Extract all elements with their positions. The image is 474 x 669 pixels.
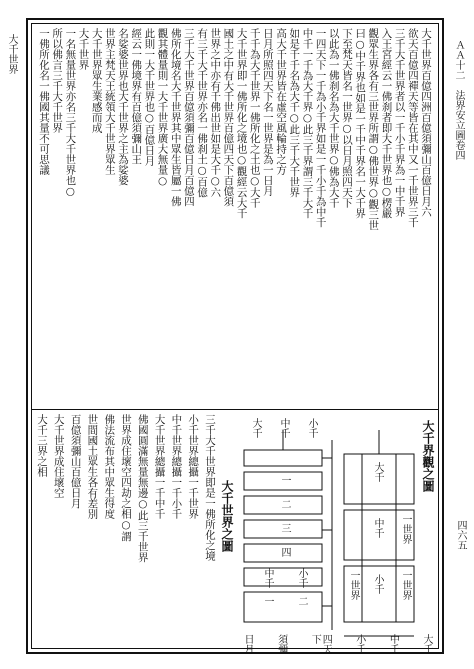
diagram-node: 大千 [372,462,383,482]
diagram-bottom-label: 日月 [242,634,253,654]
text-column: 千千為大千世界一佛所化之土也○大千 [248,28,261,208]
text-column: 國土之中有大千世界百億四天下百億須 [222,28,235,207]
text-column: 觀其體量則一大千世界廣大無量○ [156,28,169,187]
text-column: 名娑婆世界也大千世界之主為娑婆 [117,28,130,186]
diagram-node: 一世界 [400,514,411,544]
text-column: 佛國圓滿無量無邊○此三千世界 [136,414,149,563]
text-column: 佛所化境名大千世界其中眾生皆屬一佛 [169,28,182,207]
left-margin-note: 大千世界 [6,34,17,74]
diagram-node: 中千 [262,568,273,588]
page-frame-inner [31,23,439,654]
text-column: 經云一佛境界有百億須彌山王 [130,28,143,165]
diagram-left-title: 大千世界之圖 [220,480,234,552]
text-column: 三千大千世界百億須彌百億日月百億四 [182,28,195,207]
text-column: 中千一千為大千界○此三千界謂三千大千 [301,28,314,219]
page-frame [26,18,444,654]
text-column: 一四天下一千為小千界如是一千小千為中千 [314,28,327,228]
top-text-block [32,24,438,409]
diagram-right-title: 大千界觀之圖 [421,420,435,492]
diagram-bottom-label: 小千 [353,634,365,654]
diagram-bottom-row [242,634,432,658]
text-column: 大千三界之相 [36,414,48,477]
text-column: 欲天百億四禪天等皆在其中又一千世界三千 [406,28,419,228]
text-column: 世界成住壞空四劫之相○謂 [119,414,132,542]
bottom-block [32,410,438,654]
diagram-node: 一 [262,596,273,606]
page-header: ＡＡ十二 法界安立圖卷四 [453,40,464,160]
text-column: 一名無量世界亦名三千大千世界也○ [64,28,77,198]
text-column: 觀眾生界各有三世界所謂○佛世界○觀三世 [367,28,380,231]
text-column: 以此為一佛刹名為大千世界○佛為大千 [327,28,340,208]
text-column: 中千世界總攝一千小千 [170,414,183,519]
text-column: 日月所照四天下名一世界是為一日月 [261,28,274,196]
text-column: 所以佛言三千大千世界 [51,28,64,133]
diagram-box [244,450,322,466]
diagram-node: 三 [279,523,290,533]
text-column: 入王宮經云一佛刹者即大千世界也○楞嚴 [380,28,393,219]
diagram-node: 一世界 [400,570,411,600]
diagram-node: 中千 [372,518,383,538]
text-column: 百億須彌山百億日月 [69,414,82,509]
diagram-node: 四 [279,547,290,557]
text-column: 如是千千名為大千○此三千大千世界 [288,28,301,198]
diagram-node: 大千 [250,418,261,438]
text-column: 有三千大千世界亦名一佛刹土○百億 [196,28,209,198]
diagram-node: 二 [279,499,290,509]
diagram-node: 小千 [296,568,307,588]
text-column: 下至梵天皆名一世界○以日月照四天下 [340,28,353,208]
text-column: 高大千世界皆在虛空風輪持之方 [275,28,288,175]
diagram-box [244,568,322,586]
text-column: 大千世界 [77,28,90,70]
diagram-node: 一 [279,475,290,485]
top-text-columns [38,28,432,405]
text-column: 大千世界即一佛所化之境也○觀經云大千 [235,28,248,219]
text-column: 大千世界總攝一千中千 [153,414,166,519]
text-column: 大千世界眾生業感而成 [90,28,103,133]
text-column: 一佛所化名一佛國其量不可思議 [38,28,50,175]
diagram-bottom-label: 大千 [420,634,432,654]
text-column: 世界主梵天王統領大千世界眾生 [103,28,116,175]
text-column: 三千大千世界即是一佛所化之境 [203,414,216,561]
diagram-bottom-label: 四天下 [309,634,332,654]
diagram-node: 小千 [372,574,383,594]
text-column: 此則一大千世界也○百億日月 [143,28,156,166]
text-column: 大千世界百億四洲百億須彌山百億日月六 [419,28,432,217]
text-column: 世間國土眾生各有差別 [86,414,99,519]
page-number: 四六五 [455,520,466,550]
diagram-bottom-label: 須彌 [275,634,287,654]
diagram-node: 一世界 [348,570,359,600]
diagram-bottom-label: 中千 [387,634,399,654]
text-column: 大千世界成住壞空 [52,414,65,498]
text-column: 曰○中千界也如是一千中千界名一大千界 [354,28,367,219]
text-column: 佛法流布其中眾生得度 [103,414,116,519]
diagram-node: 中千 [278,418,289,438]
diagram-box [244,592,322,622]
text-column: 世界之中亦有千佛出世如是大千○六 [209,28,222,198]
diagram-node: 小千 [306,418,317,438]
text-column: 小千世界總攝一千世界 [187,414,200,519]
text-column: 三千大千世界者以一千小千界為一中千界 [393,28,406,217]
diagram-node: 二 [296,596,307,606]
